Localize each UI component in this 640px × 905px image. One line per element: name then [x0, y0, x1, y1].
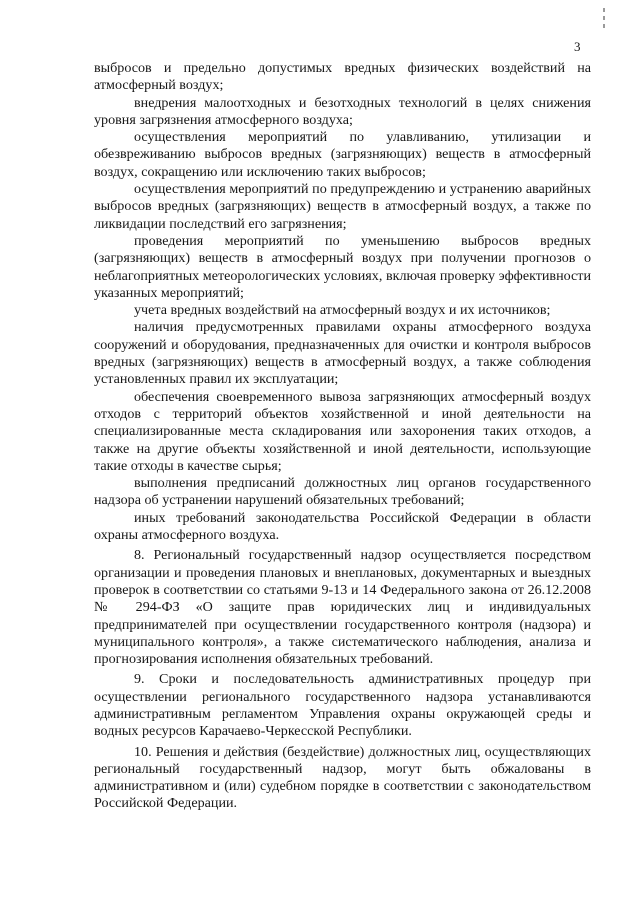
list-item-low-waste-technologies: внедрения малоотходных и безотходных технологий в целях снижения уровня загрязнения атмосферного воздуха;: [94, 94, 591, 128]
list-item-waste-removal: обеспечения своевременного вывоза загрязняющих атмосферный воздух отходов с территорий объектов хозяйственной и иной деятельности на специализированные места складирования или захоронения таких отходов, а также на другие объекты хозяйственной и иной деятельности, использующие такие отходы в качестве сырья;: [94, 388, 591, 474]
page-number: 3: [574, 39, 581, 54]
list-item-orders-compliance: выполнения предписаний должностных лиц органов государственного надзора об устранении нарушений обязательных требований;: [94, 475, 591, 509]
list-item-weather-forecast-measures: проведения мероприятий по уменьшению выбросов вредных (загрязняющих) веществ в атмосферный воздух при получении прогнозов о неблагоприятных метеорологических условиях, включая проверку эффективности указанных мероприятий;: [94, 232, 591, 301]
list-item-accident-prevention: осуществления мероприятий по предупреждению и устранению аварийных выбросов вредных (загрязняющих) веществ в атмосферный воздух, а также по ликвидации последствий его загрязнения;: [94, 181, 591, 232]
scan-artifact-mark: [603, 8, 605, 30]
list-item-emission-capture: осуществления мероприятий по улавливанию, утилизации и обезвреживанию выбросов вредных (загрязняющих) веществ в атмосферный воздух, сокращению или исключению таких выбросов;: [94, 129, 591, 180]
list-item-treatment-facilities: наличия предусмотренных правилами охраны атмосферного воздуха сооружений и оборудования, предназначенных для очистки и контроля выбросов вредных (загрязняющих) веществ в атмосферный воздух, а также соблюдения установленных правил их эксплуатации;: [94, 319, 591, 388]
document-body: [94, 60, 591, 813]
list-item-impact-accounting: учета вредных воздействий на атмосферный воздух и их источников;: [134, 302, 551, 319]
paragraph-continuation: выбросов и предельно допустимых вредных физических воздействий на атмосферный воздух;: [94, 60, 591, 94]
list-item-other-requirements: иных требований законодательства Российской Федерации в области охраны атмосферного воздуха.: [94, 509, 591, 544]
section-8-paragraph: 8. Региональный государственный надзор осуществляется посредством организации и проведения плановых и внеплановых, документарных и выездных проверок в соответствии со статьями 9-13 и 14 Федерального закона от 26.12.2008 № 294-ФЗ «О защите прав юридических лиц и индивидуальных предпринимателей при осуществлении государственного контроля (надзора) и муниципального контроля», а также систематического наблюдения, анализа и прогнозирования исполнения обязательных требований.: [94, 547, 591, 668]
section-9-paragraph: 9. Сроки и последовательность административных процедур при осуществлении регионального государственного надзора устанавливаются административным регламентом Управления охраны окружающей среды и водных ресурсов Карачаево-Черкесской Республики.: [94, 671, 591, 740]
section-10-paragraph: 10. Решения и действия (бездействие) должностных лиц, осуществляющих региональный государственный надзор, могут быть обжалованы в административном и (или) судебном порядке в соответствии с законодательством Российской Федерации.: [94, 743, 591, 812]
